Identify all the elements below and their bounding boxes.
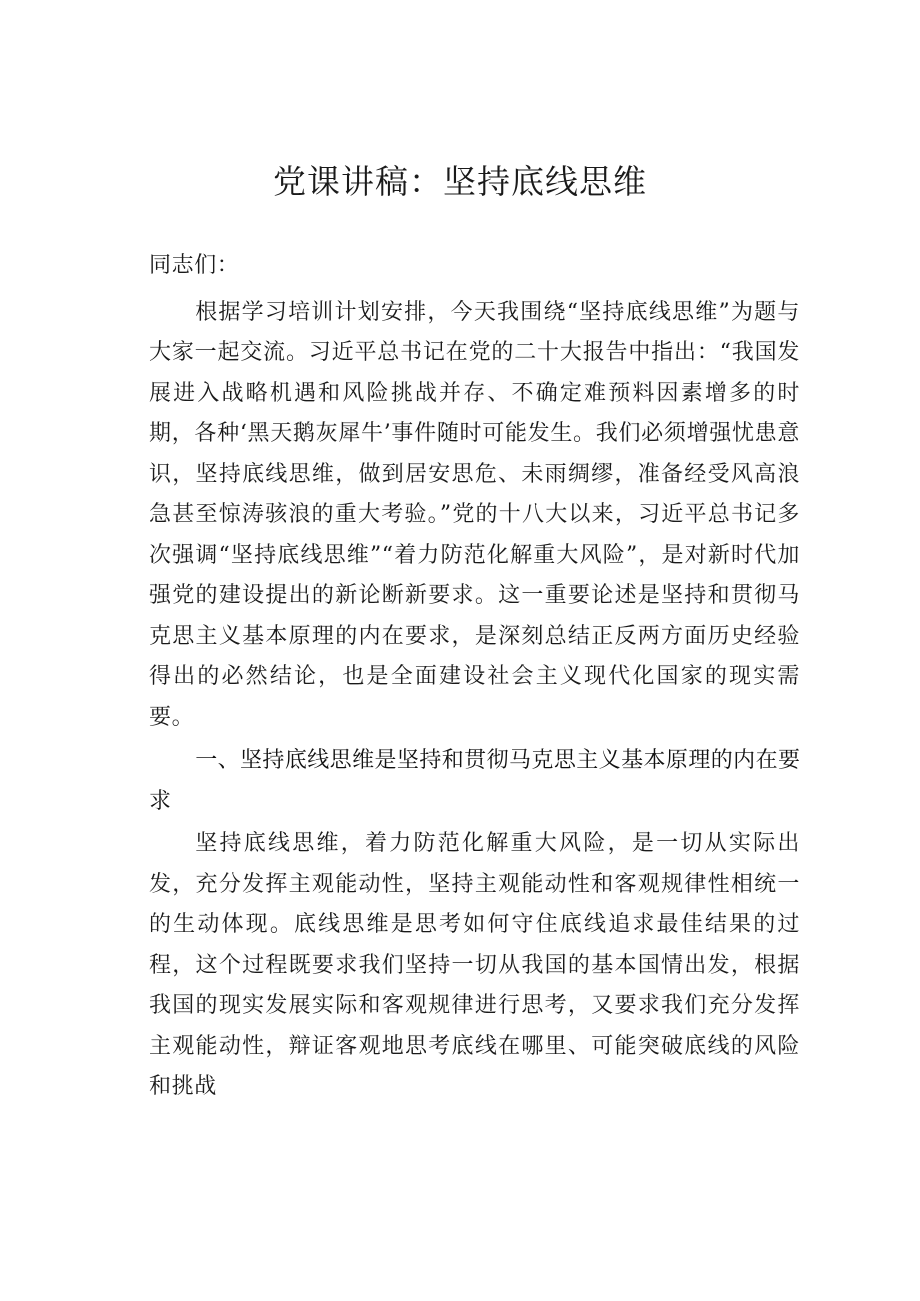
page-title: 党课讲稿：坚持底线思维 [273, 162, 647, 201]
intro-paragraph: 根据学习培训计划安排，今天我围绕“坚持底线思维”为题与大家一起交流。习近平总书记在党的二十大报告中指出：“我国发展进入战略机遇和风险挑战并存、不确定难预料因素增多的时期，各种‘黑天鹅灰犀牛’事件随时可能发生。我们必须增强忧患意识，坚持底线思维，做到居安思危、未雨绸缪，准备经受风高浪急甚至惊涛骇浪的重大考验。”党的十八大以来，习近平总书记多次强调“坚持底线思维”“着力防范化解重大风险”，是对新时代加强党的建设提出的新论断新要求。这一重要论述是坚持和贯彻马克思主义基本原理的内在要求，是深刻总结正反两方面历史经验得出的必然结论，也是全面建设社会主义现代化国家的现实需要。 [149, 299, 800, 730]
document-body [149, 246, 800, 1108]
section-1-paragraph: 坚持底线思维，着力防范化解重大风险，是一切从实际出发，充分发挥主观能动性，坚持主观能动性和客观规律性相统一的生动体现。底线思维是思考如何守住底线追求最佳结果的过程，这个过程既要求我们坚持一切从我国的基本国情出发，根据我国的现实发展实际和客观规律进行思考，又要求我们充分发挥主观能动性，辩证客观地思考底线在哪里、可能突破底线的风险和挑战 [149, 831, 800, 1099]
section-heading-1: 一、坚持底线思维是坚持和贯彻马克思主义基本原理的内在要求 [149, 748, 800, 814]
salutation: 同志们： [149, 253, 240, 278]
